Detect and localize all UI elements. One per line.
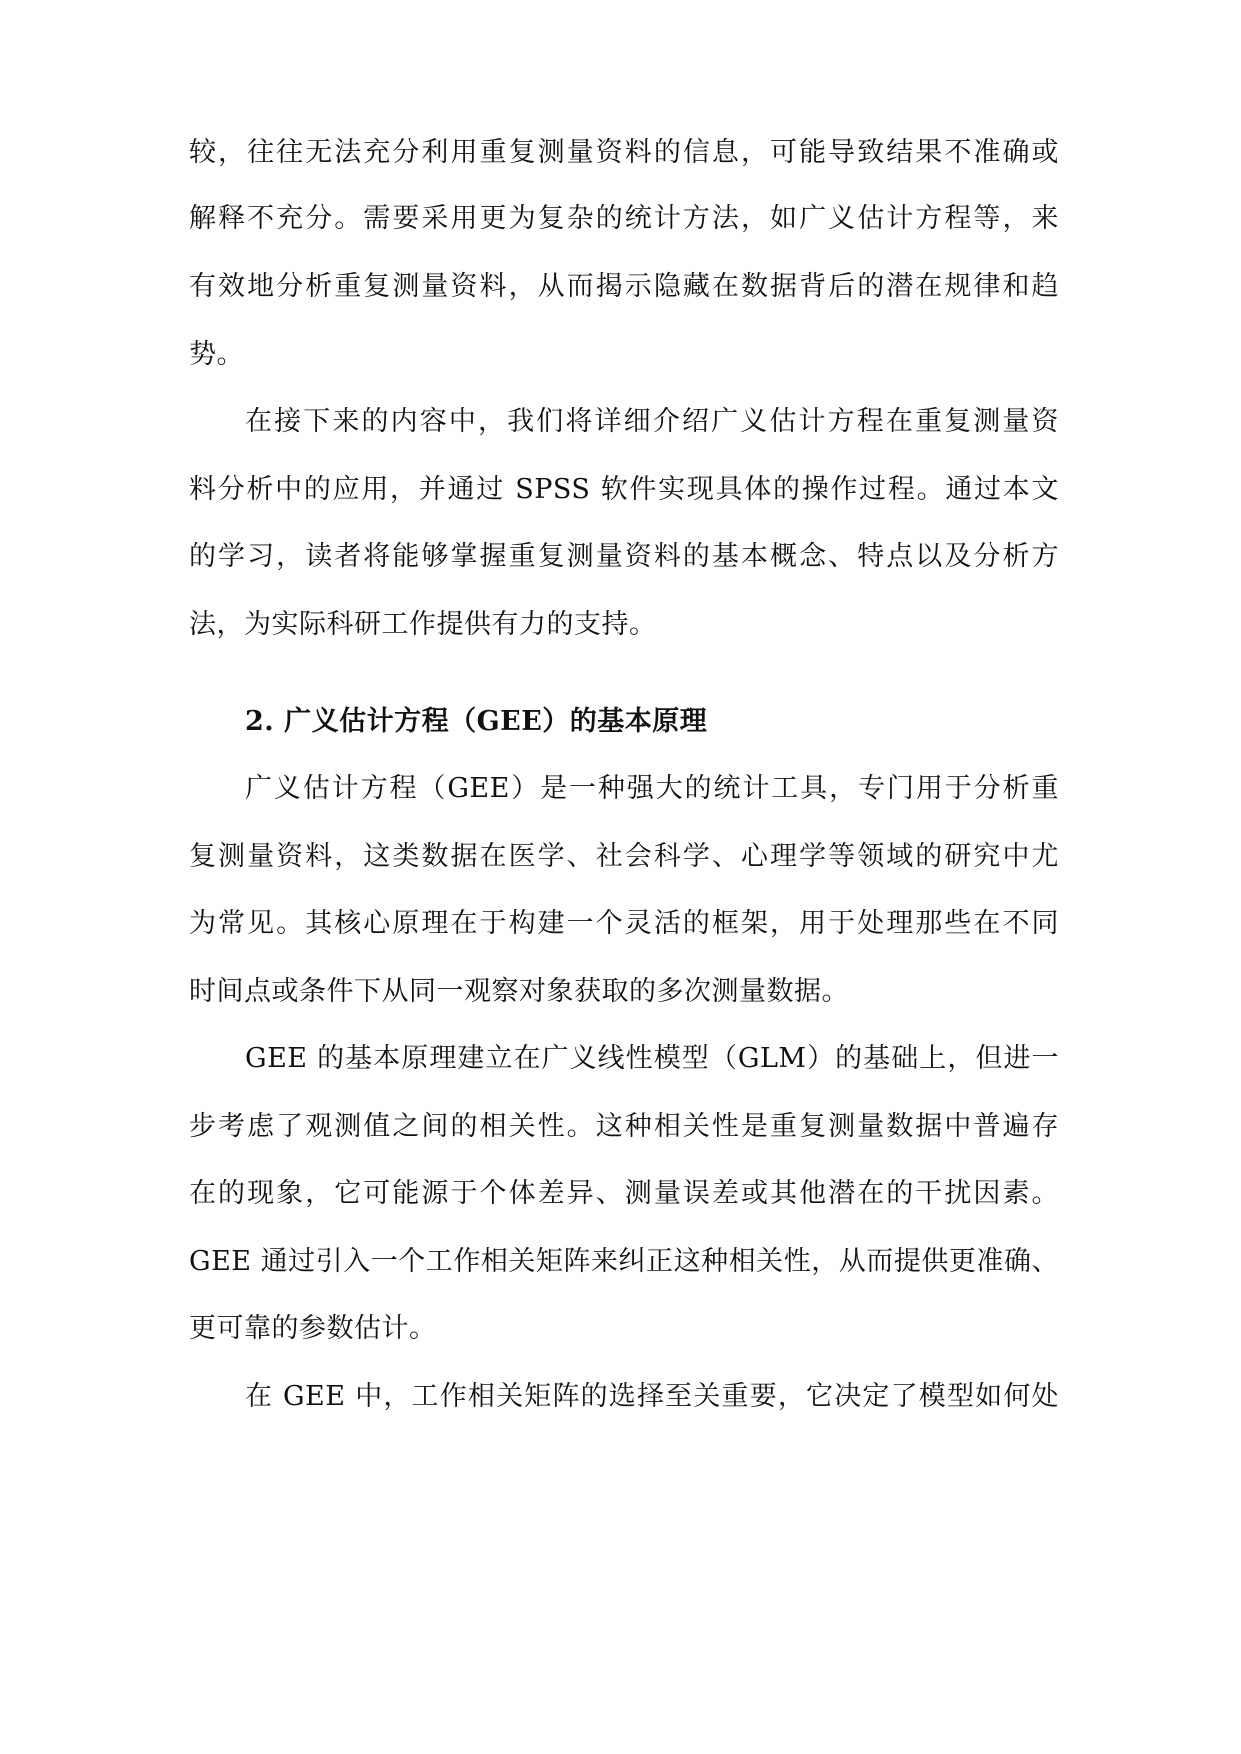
paragraph-line: GEE 通过引入一个工作相关矩阵来纠正这种相关性，从而提供更准确、 xyxy=(189,1246,1059,1277)
paragraph-line: 广义估计方程（GEE）是一种强大的统计工具，专门用于分析重 xyxy=(245,773,1059,804)
paragraph-line: 法，为实际科研工作提供有力的支持。 xyxy=(189,609,657,640)
paragraph-line: 解释不充分。需要采用更为复杂的统计方法，如广义估计方程等，来 xyxy=(189,203,1059,234)
paragraph-line: GEE 的基本原理建立在广义线性模型（GLM）的基础上，但进一 xyxy=(245,1043,1059,1074)
paragraph-line: 的学习，读者将能够掌握重复测量资料的基本概念、特点以及分析方 xyxy=(189,541,1059,572)
paragraph-line: 有效地分析重复测量资料，从而揭示隐藏在数据背后的潜在规律和趋 xyxy=(189,271,1059,302)
paragraph-line: 在接下来的内容中，我们将详细介绍广义估计方程在重复测量资 xyxy=(245,406,1059,437)
paragraph-line: 复测量资料，这类数据在医学、社会科学、心理学等领域的研究中尤 xyxy=(189,841,1059,872)
paragraph-line: 在 GEE 中，工作相关矩阵的选择至关重要，它决定了模型如何处 xyxy=(245,1381,1059,1412)
paragraph-line: 时间点或条件下从同一观察对象获取的多次测量数据。 xyxy=(189,976,849,1007)
paragraph-line: 料分析中的应用，并通过 SPSS 软件实现具体的操作过程。通过本文 xyxy=(189,474,1059,505)
paragraph-line: 为常见。其核心原理在于构建一个灵活的框架，用于处理那些在不同 xyxy=(189,908,1059,939)
paragraph-line: 势。 xyxy=(189,339,244,370)
paragraph-line: 步考虑了观测值之间的相关性。这种相关性是重复测量数据中普遍存 xyxy=(189,1111,1059,1142)
paragraph-line: 更可靠的参数估计。 xyxy=(189,1313,437,1344)
section-heading: 2. 广义估计方程（GEE）的基本原理 xyxy=(245,706,708,737)
paragraph-line: 较，往往无法充分利用重复测量资料的信息，可能导致结果不准确或 xyxy=(189,137,1059,168)
paragraph-line: 在的现象，它可能源于个体差异、测量误差或其他潜在的干扰因素。 xyxy=(189,1178,1059,1209)
